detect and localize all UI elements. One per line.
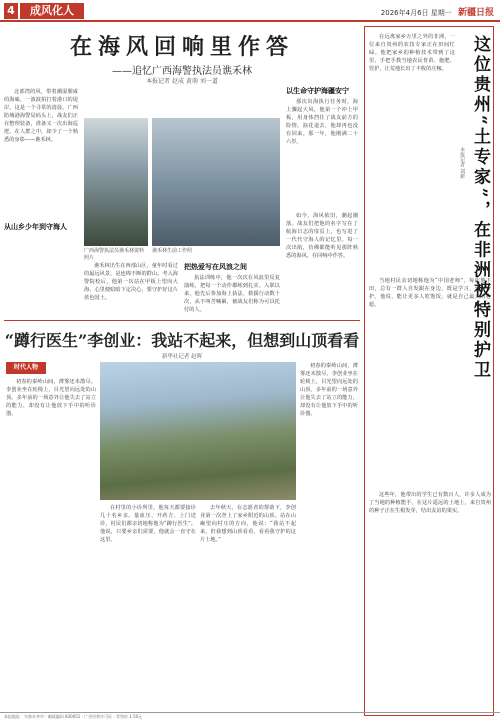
second-story-column-2: 在村里的小诊所里，他每天都要接诊几十名乡亲。量血压、开药方、上门送诊，村民们都亲切地称他为“蹲行医生”。他说，只要乡亲们需要，他就会一直守在这里。	[100, 505, 196, 544]
sidebar-story-byline: 本报记者 刘新	[459, 147, 465, 179]
sidebar-story-column-2: 当地村民亲切地称他为“中国老师”，每次他下田，总有一群人自发跟在身边，既是学习，也是守护。他说，能让更多人吃饱饭，就是自己最大的心愿。	[369, 278, 491, 309]
subhead-1: 从山乡少年到守海人	[4, 223, 67, 231]
lead-story-column-5: 如今，海风依旧，潮起潮落。战友们把他的名字写在了航海日志的扉页上，也写进了一代代守海人的记忆里。每一次出航，仿佛都能听见那阵熟悉的海风，在回响中作答。	[286, 213, 358, 260]
mountain-photo	[100, 362, 296, 500]
masthead-logo: 新疆日报	[457, 8, 494, 18]
sidebar-story-column-1: 在远离家乡万里之外的非洲，一位来自贵州的农技专家正在田间忙碌。他把家乡的种植技术带到了这里，手把手教当地农民育苗、施肥、管护，让荒地长出了丰收的庄稼。	[369, 34, 455, 73]
lead-story-title: 在海风回响里作答	[69, 34, 294, 60]
subhead-2: 以生命守护海疆安宁	[286, 87, 349, 95]
dateline	[381, 5, 494, 18]
portrait-photo	[84, 118, 148, 246]
section-title: 成风化人	[20, 3, 84, 19]
page-footer: 本报地址：乌鲁木齐市 · 邮政编码 830051 · 广告经营许可证 · 零售价 1.50元	[0, 712, 500, 720]
lead-story-column-2: 谯禾林出生在西部山区，童年时看过的最远风景，是连绵不断的群山。考入海警院校后，他第一次站在甲板上望向大海，心里便暗暗下定决心，要守护好这片蓝色国土。	[84, 263, 178, 302]
second-story-byline: 新华社记者 赵晖	[161, 354, 203, 360]
issue-date: 2026年4月6日 星期一	[380, 9, 452, 17]
second-story-column-3: 去年秋天，在志愿者的帮助下，李创业第一次登上了家乡附近的山顶。站在山巅望向村庄的方向，他说：“我站不起来，但我想到山顶看看，看看我守护的这片土地。”	[200, 505, 296, 544]
sidebar-story-column-3: 这些年，他带出的学生已有数百人，许多人成为了当地的种植能手。在这片遥远的土地上，来自贵州的种子正在生根发芽，结出友谊的果实。	[369, 492, 491, 515]
sidebar-story-title: 这位贵州“土专家”，在非洲被特别护卫	[470, 35, 490, 381]
lead-story-column-3: 执法训练中，他一次次在风浪里反复演练，把每一个动作都练到扎实。入职以来，他先后参加海上执法、救援行动数十次，从不叫苦喊累，被战友们称为可以托付的人。	[184, 275, 280, 314]
second-story-title: “蹲行医生”李创业：我站不起来，但想到山顶看看	[4, 331, 360, 350]
patrol-photo	[152, 118, 280, 246]
lead-story-subtitle: ——追忆广西海警执法员谯禾林	[112, 66, 252, 77]
subhead-3: 把热爱写在风浪之间	[184, 263, 247, 271]
page-number: 4	[4, 3, 18, 19]
story-divider	[4, 320, 360, 321]
column-tag: 时代人物	[6, 362, 46, 374]
page-header	[0, 0, 500, 22]
lead-story-byline: 本报记者 赵成 黄萌 刘一道	[146, 78, 218, 85]
lead-story	[4, 26, 360, 316]
second-story-column-4: 初春的秦岭山间，薄雾还未散尽。李创业坐在轮椅上，目光望向远处的山顶。多年前的一场意外让他失去了站立的能力，却没有让他放下手中的听诊器。	[300, 363, 358, 418]
second-story-column-1: 初春的秦岭山间，薄雾还未散尽。李创业坐在轮椅上，目光望向远处的山顶。多年前的一场意外让他失去了站立的能力，却没有让他放下手中的听诊器。	[6, 379, 96, 418]
patrol-caption: 谯禾林生前工作照	[152, 248, 193, 254]
sidebar-story	[364, 26, 494, 716]
lead-story-column-1: 北部湾的风，带着潮湿腥咸的海味，一波波拍打着港口的堤岸。这是一个寻常的清晨，广西防城港海警局码头上，战友们正在整理装备，准备又一次出海巡逻。在人群之中，却少了一个熟悉的身影——谯禾林。	[4, 89, 78, 144]
portrait-caption: 广西海警执法员谯禾林资料照片	[84, 248, 145, 261]
lead-story-column-4: 那次出海执行任务时，海上骤起大风，他第一个冲上甲板，用身体挡住了战友前方的险情。浪花退去，他却再也没有回来。那一年，他刚满二十六岁。	[286, 99, 358, 146]
